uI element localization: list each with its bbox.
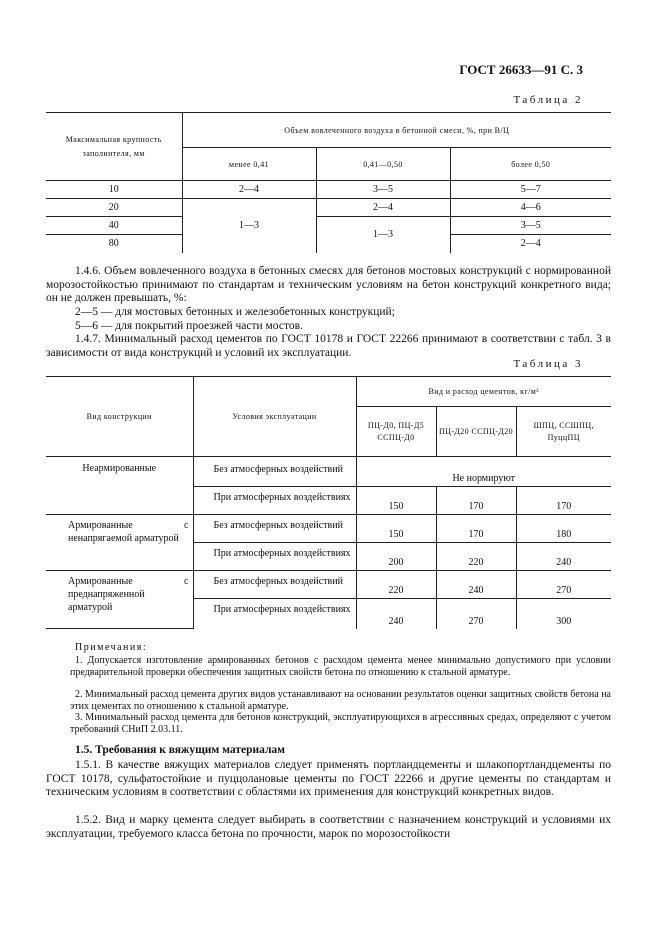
table-3-type-header: Вид конструкции: [46, 377, 193, 457]
table-2-group-header: Объем вовлеченного воздуха в бетонной смеси, %, при В/Ц: [182, 113, 611, 148]
table-row: 80 2—4: [46, 235, 611, 253]
table-3-col-header: ПЦ-Д20 ССПЦ-Д20: [436, 407, 516, 457]
table-row: При атмосферных воздействиях 240 270 300: [46, 599, 611, 629]
table-3: [46, 376, 611, 629]
note-item: 3. Минимальный расход цемента для бетонов конструкций, эксплуатирующихся в агрессивных средах, определяют с учетом требований СНиП 2.03.11.: [70, 712, 611, 735]
table-3-caption: Таблица 3: [513, 358, 583, 370]
paragraph-list-item: 5—6 — для покрытий проезжей части мостов.: [75, 320, 303, 332]
note-item: 1. Допускается изготовление армированных бетонов с расходом цемента менее минимально допустимого при условии предварительной проверки обеспечения защитных свойств бетона по отношению к стальной арматуре.: [70, 655, 611, 678]
paragraph-1-4-6: 1.4.6. Объем вовлеченного воздуха в бетонных смесях для бетонов мостовых конструкций с нормированной морозостойкостью принимают по стандартам и техническим условиям на бетон конструкций конкретного вида; он не должен превышать, %:: [46, 265, 611, 304]
table-3-col-header: ПЦ-Д0, ПЦ-Д5 ССПЦ-Д0: [356, 407, 436, 457]
table-2-col1-header: Максимальная крупность заполнителя, мм: [46, 113, 182, 181]
page-header: ГОСТ 26633—91 С. 3: [459, 62, 583, 77]
table-3-group-header: Вид и расход цементов, кг/м³: [356, 377, 611, 407]
table-2-caption: Таблица 2: [513, 94, 583, 106]
table-2-sub-header: более 0,50: [450, 148, 611, 181]
section-1-5-title: 1.5. Требования к вяжущим материалам: [75, 744, 286, 756]
table-row: При атмосферных воздействиях 150 170 170: [46, 487, 611, 515]
table-3-cond-header: Условия эксплуатации: [193, 377, 356, 457]
paragraph-list-item: 2—5 — для мостовых бетонных и железобетонных конструкций;: [75, 306, 395, 318]
table-2-sub-header: менее 0,41: [182, 148, 316, 181]
paragraph-1-4-7: 1.4.7. Минимальный расход цементов по ГОСТ 10178 и ГОСТ 22266 принимают в соответствии с табл. 3 в зависимости от вида конструкций и условий их эксплуатации.: [46, 333, 611, 359]
table-2: [46, 112, 611, 253]
table-row: Армированные с ненапрягаемой арматурой Без атмосферных воздействий 150 170 180: [46, 515, 611, 543]
table-row: 10 2—4 3—5 5—7: [46, 181, 611, 199]
note-item: 2. Минимальный расход цемента других видов устанавливают на основании результатов оценки защитных свойств бетона на этих цементах по отношению к стальной арматуре.: [70, 689, 611, 712]
table-row: Неармированные Без атмосферных воздействий Не нормируют: [46, 457, 611, 487]
paragraph-1-5-1: 1.5.1. В качестве вяжущих материалов следует применять портландцементы и шлакопортландцементы по ГОСТ 10178, сульфатостойкие и пуццолановые цементы по ГОСТ 22266 и другие цементы по стандартам и техническим условиям в соответствии с областями их применения для конструкций конкретных видов.: [46, 759, 611, 798]
table-row: 40 1—3 3—5: [46, 217, 611, 235]
paragraph-1-5-2: 1.5.2. Вид и марку цемента следует выбирать в соответствии с назначением конструкций и условиями их эксплуатации, требуемого класса бетона по прочности, марок по морозостойкости: [46, 814, 611, 840]
table-row: При атмосферных воздействиях 200 220 240: [46, 543, 611, 571]
table-row: 20 1—3 2—4 4—6: [46, 199, 611, 217]
table-row: Армированные с преднапряженной арматурой Без атмосферных воздействий 220 240 270: [46, 571, 611, 599]
notes-title: Примечания:: [75, 642, 148, 653]
table-3-col-header: ШПЦ, ССШПЦ, ПуццПЦ: [516, 407, 611, 457]
table-2-sub-header: 0,41—0,50: [316, 148, 450, 181]
